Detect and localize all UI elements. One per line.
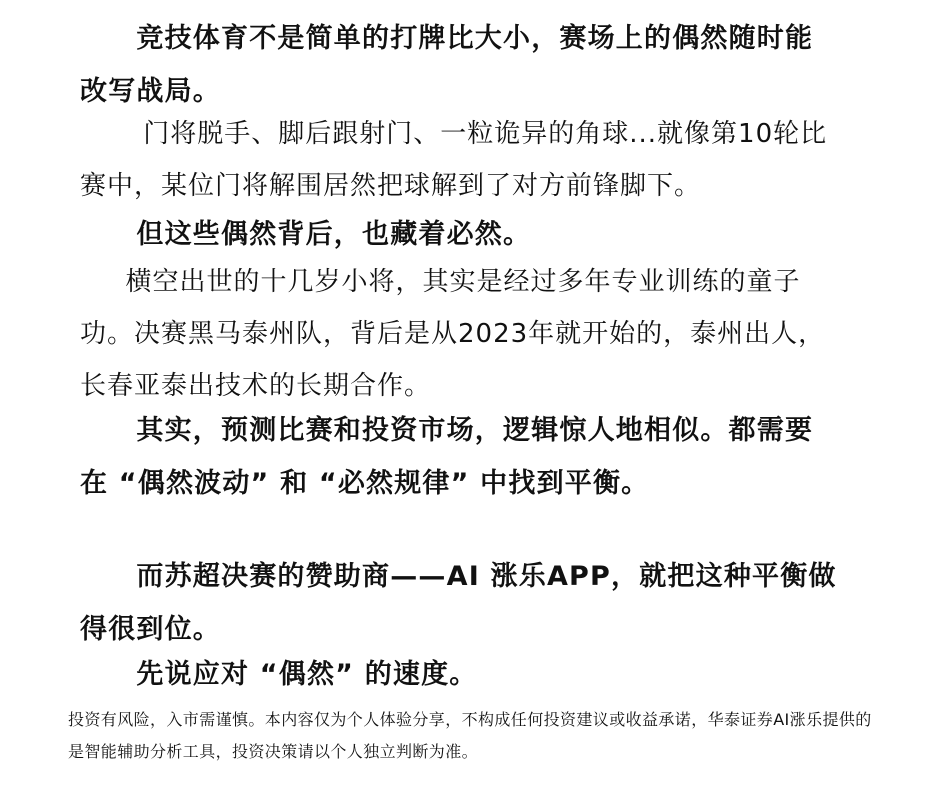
paragraph-hidden-necessity: 但这些偶然背后，也藏着必然。 [80, 219, 532, 250]
paragraph-goalkeeper-example: 门将脱手、脚后跟射门、一粒诡异的角球...就像第10轮比赛中，某位门将解围居然把球解到了对方前锋脚下。 [80, 119, 828, 201]
paragraph-sponsor-app: 而苏超决赛的赞助商——AI 涨乐APP，就把这种平衡做得很到位。 [80, 561, 837, 645]
paragraph-young-players: 横空出世的十几岁小将，其实是经过多年专业训练的童子功。决赛黑马泰州队，背后是从2023年就开始的，泰州出人，长春亚泰出技术的长期合作。 [80, 267, 826, 401]
paragraph-response-speed: 先说应对 “偶然” 的速度。 [80, 659, 478, 690]
risk-disclaimer: 投资有风险，入市需谨慎。本内容仅为个人体验分享，不构成任何投资建议或收益承诺，华泰证券AI涨乐提供的是智能辅助分析工具，投资决策请以个人独立判断为准。 [68, 710, 872, 761]
paragraph-prediction-investing: 其实，预测比赛和投资市场，逻辑惊人地相似。都需要在 “偶然波动” 和 “必然规律” 中找到平衡。 [80, 415, 814, 499]
paragraph-chance-in-sports: 竞技体育不是简单的打牌比大小，赛场上的偶然随时能改写战局。 [80, 23, 814, 107]
